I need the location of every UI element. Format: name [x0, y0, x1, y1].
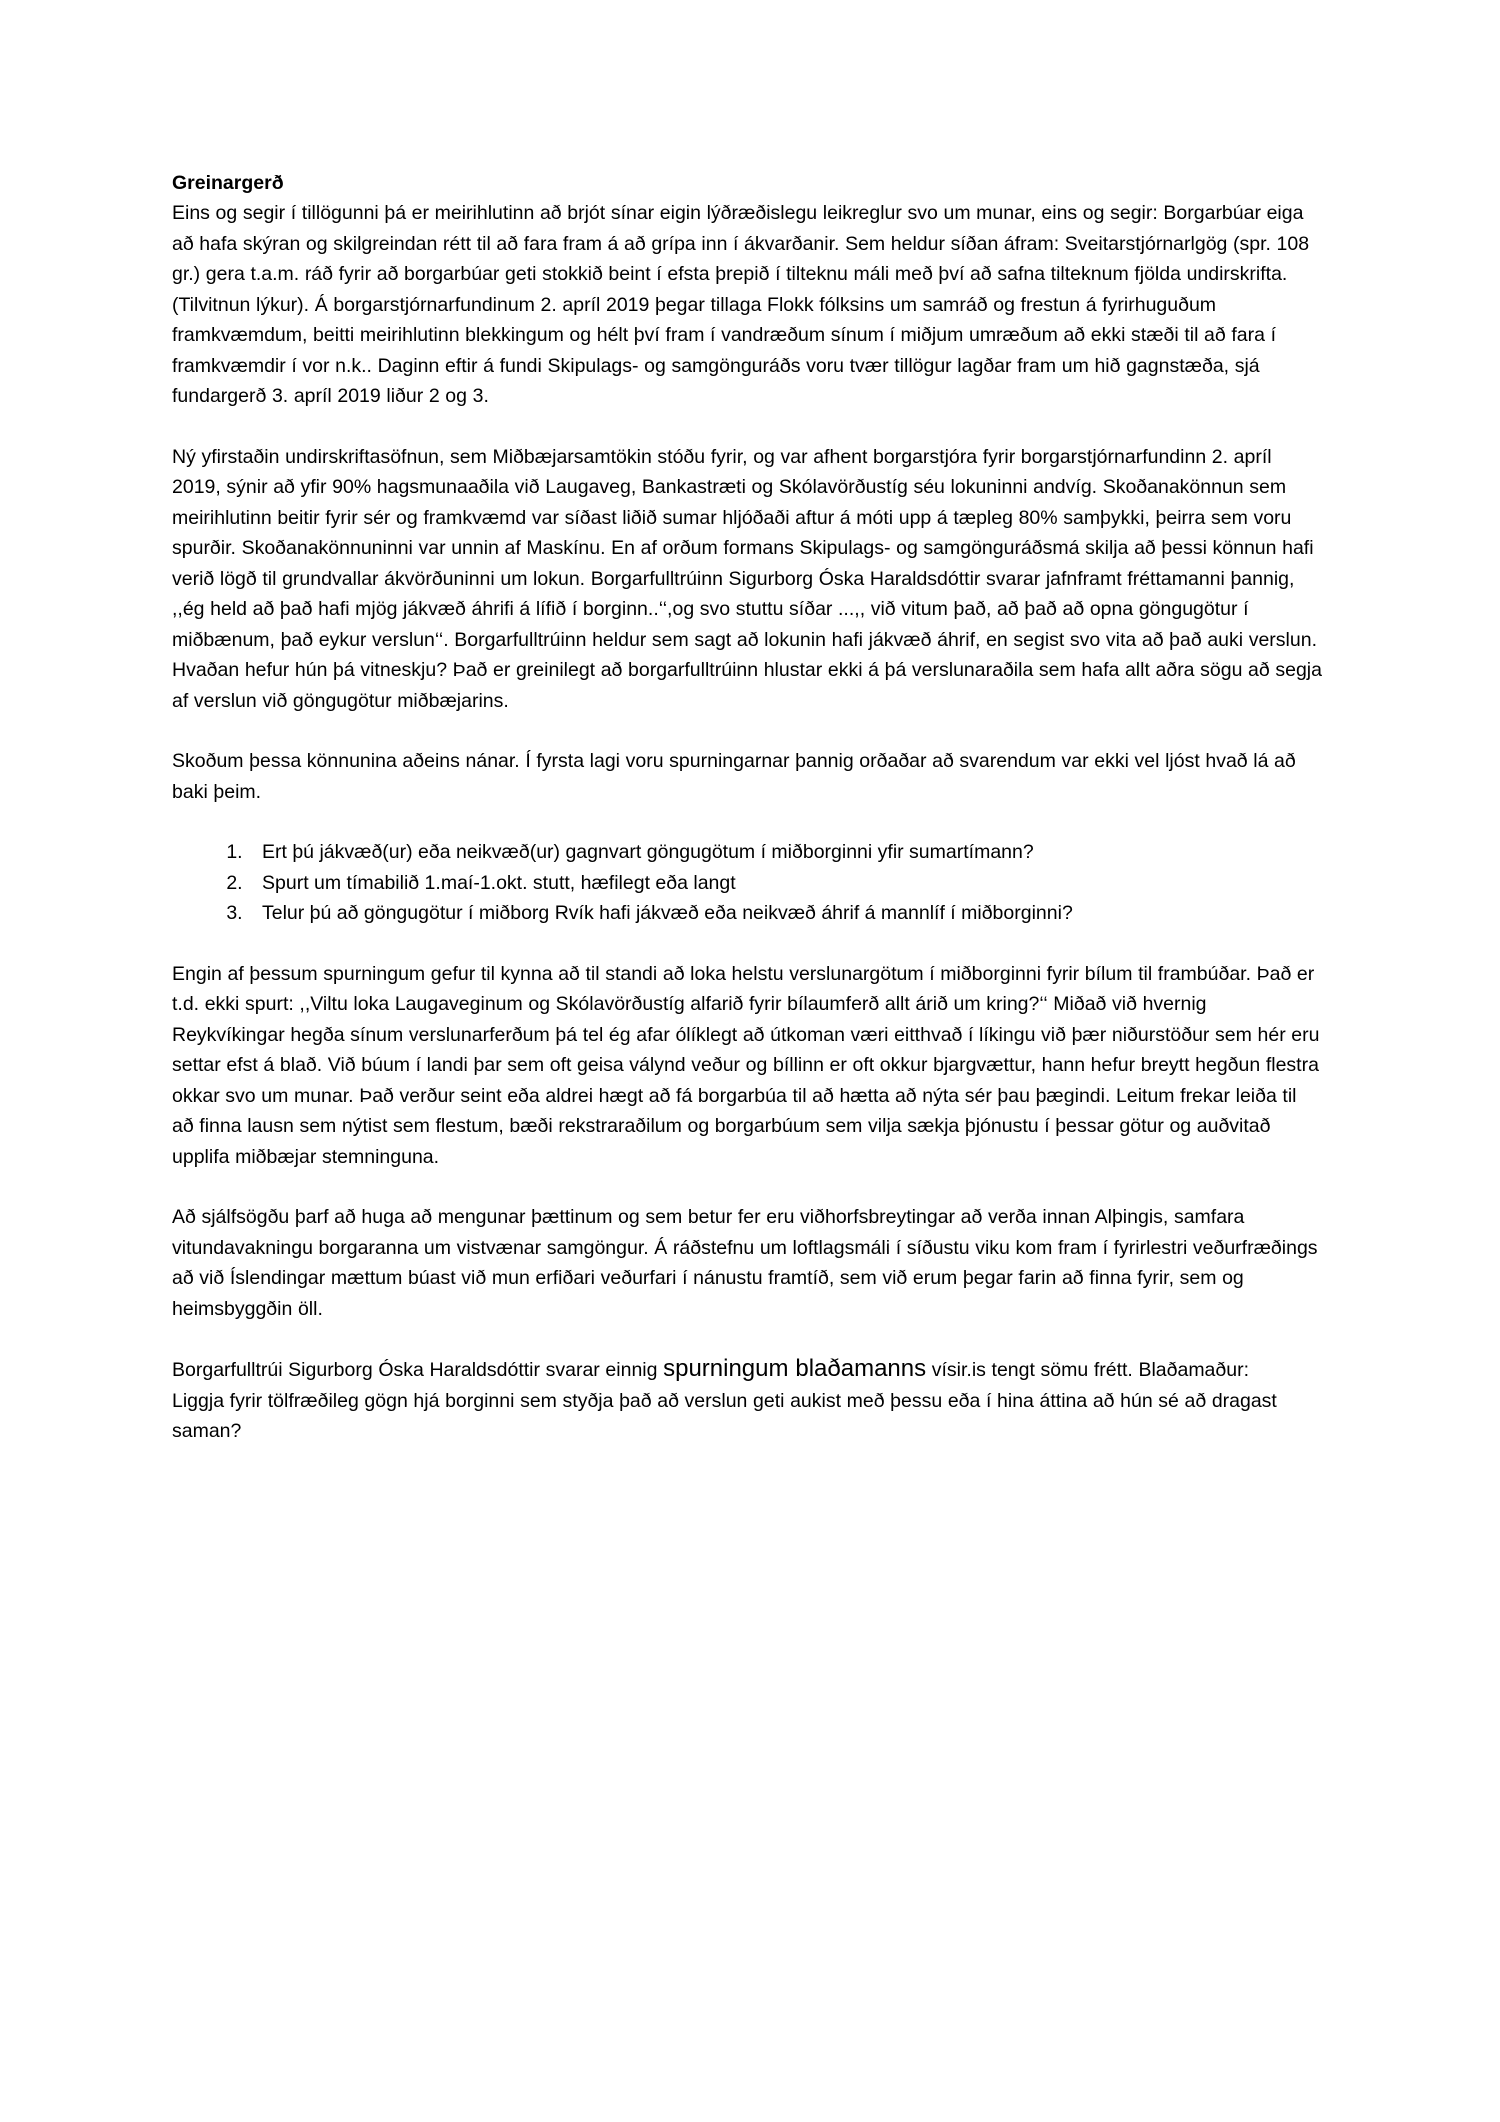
list-item: 1. Ert þú jákvæð(ur) eða neikvæð(ur) gagnvart göngugötum í miðborginni yfir sumartímann? — [248, 837, 1322, 868]
paragraph-spacer — [172, 716, 1322, 746]
paragraph-3: Skoðum þessa könnunina aðeins nánar. Í fyrsta lagi voru spurningarnar þannig orðaðar að svarendum var ekki vel ljóst hvað lá að baki þeim. — [172, 750, 1296, 803]
paragraph-1: Eins og segir í tillögunni þá er meirihlutinn að brjót sínar eigin lýðræðislegu leikreglur svo um munar, eins og segir: Borgarbúar eiga að hafa skýran og skilgreindan rétt til að fara fram á að grípa inn í ákvarðanir. Sem heldur síðan áfram: Sveitarstjórnarlgög (spr. 108 gr.) gera t.a.m. ráð fyrir að borgarbúar geti stokkið beint í efsta þrepið í tilteknu máli með því að safna tilteknum fjölda undirskrifta. (Tilvitnun lýkur). Á borgarstjórnarfundinum 2. apríl 2019 þegar tillaga Flokk fólksins um samráð og frestun á fyrirhuguðum framkvæmdum, beitti meirihlutinn blekkingum og hélt því fram í vandræðum sínum í miðjum umræðum að ekki stæði til að fara í framkvæmdir í vor n.k.. Daginn eftir á fundi Skipulags- og samgönguráðs voru tvær tillögur lagðar fram um hið gagnstæða, sjá fundargerð 3. apríl 2019 liður 2 og 3. — [172, 202, 1310, 407]
paragraph-2: Ný yfirstaðin undirskriftasöfnun, sem Miðbæjarsamtökin stóðu fyrir, og var afhent borgarstjóra fyrir borgarstjórnarfundinn 2. apríl 2019, sýnir að yfir 90% hagsmunaaðila við Laugaveg, Bankastræti og Skólavörðustíg séu lokuninni andvíg. Skoðanakönnun sem meirihlutinn beitir fyrir sér og framkvæmd var síðast liðið sumar hljóðaði aftur á móti upp á tæpleg 80% samþykki, þeirra sem voru spurðir. Skoðanakönnuninni var unnin af Maskínu. En af orðum formans Skipulags- og samgönguráðsmá skilja að þessi könnun hafi verið lögð til grundvallar ákvörðuninni um lokun. Borgarfulltrúinn Sigurborg Óska Haraldsdóttir svarar jafnframt fréttamanni þannig, ,,ég held að það hafi mjög jákvæð áhrifi á lífið í borginn..‘‘,og svo stuttu síðar ...,, við vitum það, að það að opna göngugötur í miðbænum, það eykur verslun‘‘. Borgarfulltrúinn heldur sem sagt að lokunin hafi jákvæð áhrif, en segist svo vita að það auki verslun. Hvaðan hefur hún þá vitneskju? Það er greinilegt að borgarfulltrúinn hlustar ekki á þá verslunaraðila sem hafa allt aðra sögu að segja af verslun við göngugötur miðbæjarins. — [172, 445, 1322, 712]
paragraph-4: Engin af þessum spurningum gefur til kynna að til standi að loka helstu verslunargötum í miðborginni fyrir bílum til frambúðar. Það er t.d. ekki spurt: ,,Viltu loka Laugaveginum og Skólavörðustíg alfarið fyrir bílaumferð allt árið um kring?‘‘ Miðað við hvernig Reykvíkingar hegða sínum verslunarferðum þá tel ég afar ólíklegt að útkoman væri eitthvað í líkingu við þær niðurstöður sem hér eru settar efst á blað. Við búum í landi þar sem oft geisa válynd veður og bíllinn er oft okkur bjargvættur, hann hefur breytt hegðun flestra okkar svo um munar. Það verður seint eða aldrei hægt að fá borgarbúa til að hætta að nýta sér þau þægindi. Leitum frekar leiða til að finna lausn sem nýtist sem flestum, bæði rekstraraðilum og borgarbúum sem vilja sækja þjónustu í þessar götur og auðvitað upplifa miðbæjar stemninguna. — [172, 962, 1320, 1168]
paragraph-spacer — [172, 412, 1322, 442]
paragraph-spacer — [172, 807, 1322, 837]
page-title: Greinargerð — [172, 172, 284, 194]
paragraph-spacer — [172, 929, 1322, 959]
closing-emphasis: spurningum blaðamanns — [663, 1355, 927, 1382]
journalist-question: Liggja fyrir tölfræðileg gögn hjá borginni sem styðja það að verslun geti aukist með þessu eða í hina áttina að hún sé að dragast saman? — [172, 1389, 1277, 1442]
paragraph-5: Að sjálfsögðu þarf að huga að mengunar þættinum og sem betur fer eru viðhorfsbreytingar að verða innan Alþingis, samfara vitundavakningu borgaranna um vistvænar samgöngur. Á ráðstefnu um loftlagsmáli í síðustu viku kom fram í fyrirlestri veðurfræðings að við Íslendingar mættum búast við mun erfiðari veðurfari í nánustu framtíð, sem við erum þegar farin að finna fyrir, sem og heimsbyggðin öll. — [172, 1206, 1318, 1320]
paragraph-spacer — [172, 1172, 1322, 1202]
closing-lead-before: Borgarfulltrúi Sigurborg Óska Haraldsdóttir svarar einnig — [172, 1359, 664, 1381]
closing-lead-after: vísir.is tengt sömu frétt. Blaðamaður: — [926, 1359, 1250, 1381]
survey-question-list — [172, 837, 1322, 929]
list-item: 3. Telur þú að göngugötur í miðborg Rvík hafi jákvæð eða neikvæð áhrif á mannlíf í miðborginni? — [248, 898, 1322, 929]
closing-paragraph — [172, 1354, 1322, 1386]
list-item: 2. Spurt um tímabilið 1.maí-1.okt. stutt, hæfilegt eða langt — [248, 868, 1322, 899]
paragraph-spacer — [172, 1324, 1322, 1354]
